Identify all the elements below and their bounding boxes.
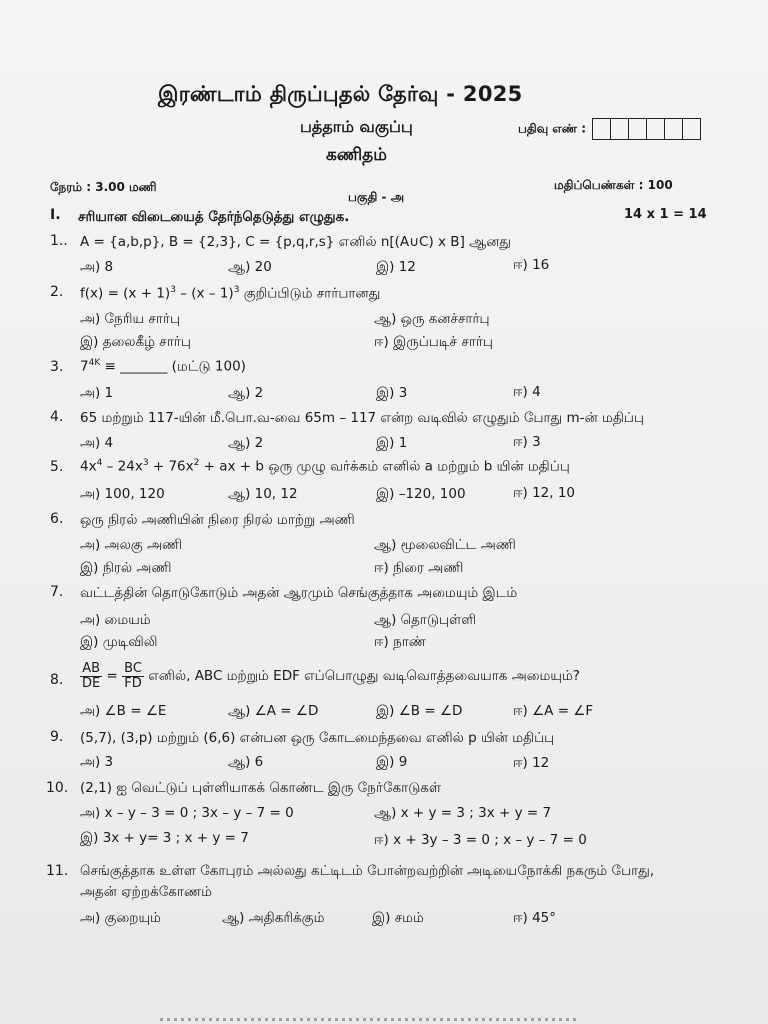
fraction: $\frac{AB}{DE}$ — [82, 661, 101, 691]
option-c: இ) 9 — [376, 754, 408, 770]
option-b: ஆ) 6 — [228, 754, 264, 770]
option-d: ஈ) x + 3y – 3 = 0 ; x – y – 7 = 0 — [374, 832, 587, 848]
question-text-line2: அதன் ஏற்றக்கோணம் — [80, 884, 213, 900]
exam-time: நேரம் : 3.00 மணி — [50, 180, 157, 194]
option-d: ஈ) நாண் — [374, 634, 426, 650]
register-number-label: பதிவு எண் : — [518, 121, 587, 136]
option-d: ஈ) 4 — [513, 384, 541, 400]
option-a: அ) அலகு அணி — [80, 537, 183, 553]
option-a: அ) 1 — [80, 385, 114, 401]
option-c: இ) நிரல் அணி — [80, 560, 172, 576]
register-number — [518, 118, 701, 140]
option-b: ஆ) 2 — [228, 385, 264, 401]
question-number: 3. — [50, 359, 64, 375]
question-number: 1.. — [50, 233, 68, 249]
question-number: 9. — [50, 729, 64, 745]
option-a: அ) 4 — [80, 435, 114, 451]
question-text: (5,7), (3,p) மற்றும் (6,6) என்பன ஒரு கோடமைந்தவை எனில் p யின் மதிப்பு — [80, 730, 555, 746]
option-b: ஆ) ஒரு கனச்சார்பு — [374, 311, 490, 327]
option-c: இ) ∠B = ∠D — [376, 703, 463, 719]
question-text: A = {a,b,p}, B = {2,3}, C = {p,q,r,s} எனில் n[(A∪C) x B] ஆனது — [80, 234, 511, 250]
option-b: ஆ) ∠A = ∠D — [228, 703, 319, 719]
section-number: I. — [50, 207, 61, 223]
option-d: ஈ) இருப்படிச் சார்பு — [374, 334, 493, 350]
option-d: ஈ) 16 — [513, 257, 550, 273]
option-c: இ) –120, 100 — [376, 486, 466, 502]
option-d: ஈ) 12 — [513, 755, 550, 771]
option-d: ஈ) 3 — [513, 434, 541, 450]
option-d: ஈ) நிரை அணி — [374, 560, 464, 576]
question-number: 10. — [46, 780, 69, 796]
question-text: வட்டத்தின் தொடுகோடும் அதன் ஆரமும் செங்குத்தாக அமையும் இடம் — [80, 585, 518, 601]
option-c: இ) தலைகீழ் சார்பு — [80, 334, 191, 350]
marks-scheme: 14 x 1 = 14 — [624, 207, 707, 222]
option-a: அ) 100, 120 — [80, 486, 165, 502]
option-c: இ) சமம் — [372, 910, 424, 926]
question-number: 4. — [50, 409, 64, 425]
register-number-boxes — [592, 118, 701, 140]
section-instruction: சரியான விடையைத் தேர்ந்தெடுத்து எழுதுக. — [78, 209, 350, 225]
page-bottom-edge — [160, 1018, 580, 1021]
question-text: 65 மற்றும் 117-யின் மீ.பொ.வ-வை 65m – 117 என்ற வடிவில் எழுதும் போது m-ன் மதிப்பு — [80, 410, 644, 426]
option-c: இ) 3 — [376, 385, 408, 401]
option-b: ஆ) தொடுபுள்ளி — [374, 612, 477, 628]
option-d: ஈ) 12, 10 — [513, 485, 576, 501]
class-name: பத்தாம் வகுப்பு — [300, 117, 413, 136]
option-c: இ) 1 — [376, 435, 408, 451]
question-text: $\frac{AB}{DE}$ = $\frac{BC}{FD}$ எனில், ABC மற்றும் EDF எப்பொழுது வடிவொத்தவையாக அமையும்? — [82, 661, 580, 691]
option-a: அ) ∠B = ∠E — [80, 703, 167, 719]
question-number: 11. — [46, 863, 69, 879]
question-number: 7. — [50, 584, 64, 600]
question-text: $4x^4 - 24x^3 + 76x^2$ + ax + b ஒரு முழு வர்க்கம் எனில் a மற்றும் b யின் மதிப்பு — [80, 458, 570, 475]
option-a: அ) நேரிய சார்பு — [80, 311, 181, 327]
option-b: ஆ) 10, 12 — [228, 486, 298, 502]
question-number: 6. — [50, 511, 64, 527]
total-marks: மதிப்பெண்கள் : 100 — [554, 178, 673, 192]
part-label: பகுதி - அ — [348, 190, 405, 204]
option-b: ஆ) 2 — [228, 435, 264, 451]
option-b: ஆ) மூலைவிட்ட அணி — [374, 537, 516, 553]
fraction: $\frac{BC}{FD}$ — [124, 661, 142, 691]
option-a: அ) மையம் — [80, 612, 151, 628]
option-c: இ) முடிவிலி — [80, 634, 158, 650]
question-text: (2,1) ஐ வெட்டுப் புள்ளியாகக் கொண்ட இரு நேர்கோடுகள் — [80, 780, 442, 796]
question-text: $7^{4K}$ ≡ _______ (மட்டு 100) — [80, 358, 246, 375]
option-a: அ) x – y – 3 = 0 ; 3x – y – 7 = 0 — [80, 805, 294, 821]
question-text: $f(x) = (x + 1)^3 - (x - 1)^3$ குறிப்பிடும் சார்பானது — [80, 285, 381, 302]
question-text: செங்குத்தாக உள்ள கோபுரம் அல்லது கட்டிடம் போன்றவற்றின் அடியைநோக்கி நகரும் போது, — [80, 863, 655, 879]
exam-title: இரண்டாம் திருப்புதல் தேர்வு - 2025 — [158, 82, 523, 106]
question-number: 5. — [50, 459, 64, 475]
option-a: அ) 8 — [80, 259, 114, 275]
question-text: ஒரு நிரல் அணியின் நிரை நிரல் மாற்று அணி — [80, 512, 355, 528]
option-c: இ) 3x + y= 3 ; x + y = 7 — [80, 830, 249, 846]
option-b: ஆ) அதிகரிக்கும் — [222, 910, 325, 926]
option-b: ஆ) 20 — [228, 259, 272, 275]
question-number: 2. — [50, 284, 64, 300]
option-c: இ) 12 — [376, 259, 416, 275]
question-number: 8. — [50, 672, 64, 688]
option-d: ஈ) ∠A = ∠F — [513, 703, 594, 719]
option-d: ஈ) 45° — [513, 910, 557, 926]
subject-title: கணிதம் — [326, 145, 387, 165]
option-a: அ) 3 — [80, 754, 114, 770]
option-b: ஆ) x + y = 3 ; 3x + y = 7 — [374, 805, 552, 821]
option-a: அ) குறையும் — [80, 910, 161, 926]
